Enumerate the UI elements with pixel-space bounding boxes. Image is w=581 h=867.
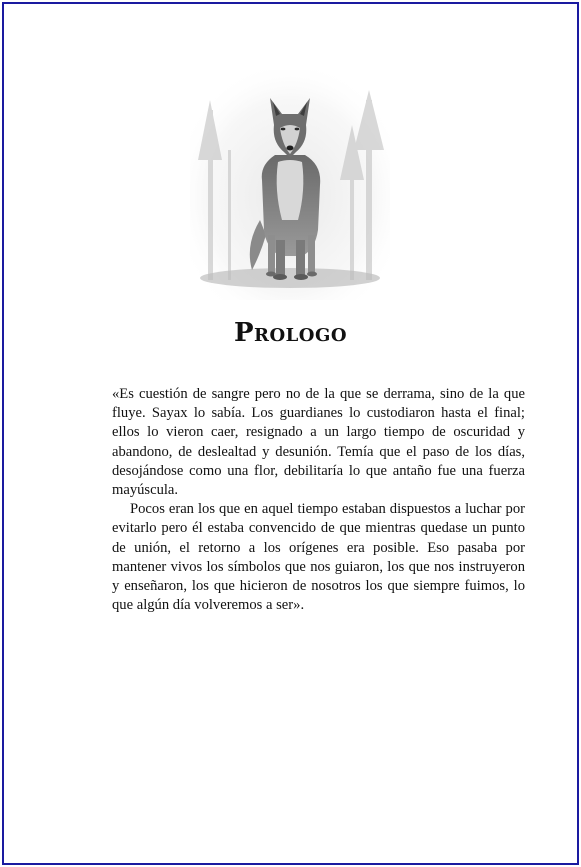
- paragraph-1: «Es cuestión de sangre pero no de la que se derrama, sino de la que fluye. Sayax lo sabía. Los guardianes lo custodiaron hasta el final; ellos lo vieron caer, resignado a un largo tiempo de oscuridad y abandono, de deslealtad y desunión. Temía que el paso de los días, desojándose como una flor, debilitaría lo que antaño fue una fuerza mayúscula.: [112, 386, 525, 499]
- prologue-text: [112, 385, 525, 615]
- paragraph-2: Pocos eran los que en aquel tiempo estaban dispuestos a luchar por evitarlo pero él estaba convencido de que mientras quedase un punto de unión, el retorno a los orígenes era posible. Eso pasaba por mantener vivos los símbolos que nos guiaron, los que nos instruyeron y enseñaron, los que hicieron de nosotros los que siempre fuimos, lo que algún día volveremos a ser».: [112, 501, 525, 614]
- chapter-title: Prologo: [233, 318, 348, 348]
- wolf-illustration: [190, 70, 390, 300]
